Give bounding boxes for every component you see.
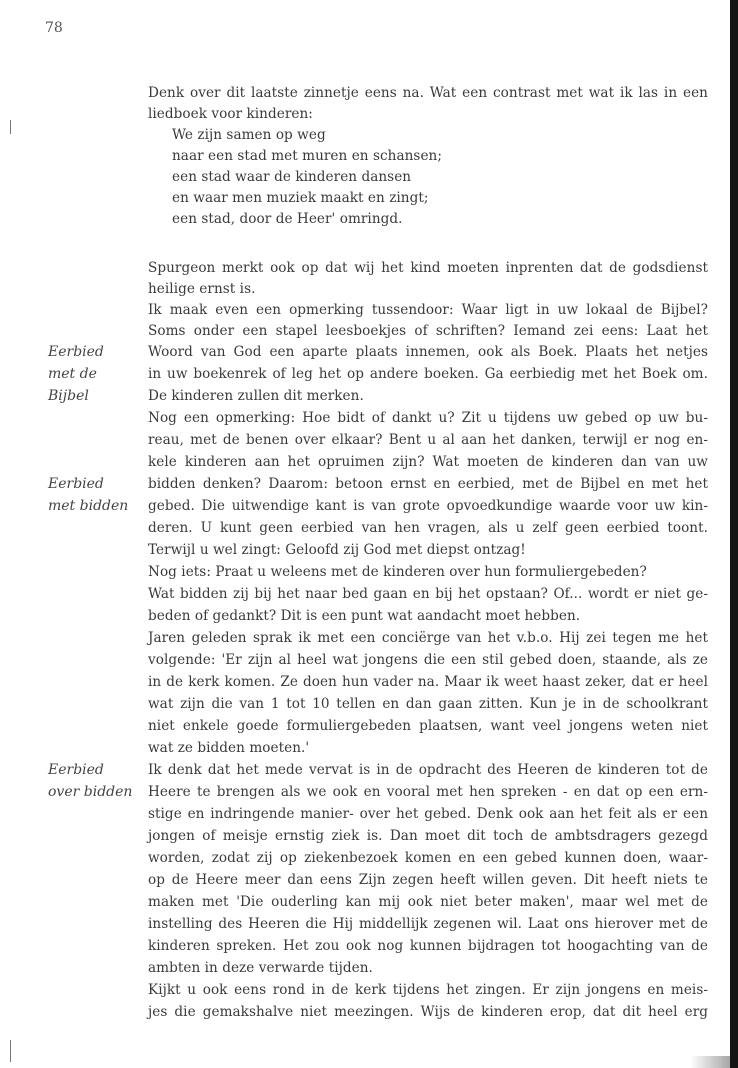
poem-line: We zijn samen op weg bbox=[172, 127, 326, 143]
text-line: kele kinderen aan het opruimen zijn? Wat moeten de kinderen dan van uw bbox=[148, 454, 708, 470]
text-line: in de kerk komen. Ze doen hun vader na. Maar ik weet haast zeker, dat er heel bbox=[148, 674, 708, 690]
text-line: worden, zodat zij op ziekenbezoek komen en een gebed kunnen doen, waar- bbox=[148, 850, 708, 866]
poem-line: en waar men muziek maakt en zingt; bbox=[172, 190, 429, 206]
poem-line: naar een stad met muren en schansen; bbox=[172, 148, 442, 164]
left-margin-mark bbox=[10, 1040, 11, 1062]
text-line: wat ze bidden moeten.' bbox=[148, 740, 310, 756]
text-line: heilige ernst is. bbox=[148, 281, 256, 297]
text-line: Nog iets: Praat u weleens met de kinderen over hun formuliergebeden? bbox=[148, 564, 647, 580]
text-line: Kijkt u ook eens rond in de kerk tijdens het zingen. Er zijn jongens en meis- bbox=[148, 982, 708, 998]
text-line: Soms onder een stapel leesboekjes of schriften? Iemand zei eens: Laat het bbox=[148, 323, 708, 339]
text-line: stige en indringende manier- over het gebed. Denk ook aan het feit als er een bbox=[148, 806, 708, 822]
page-right-edge bbox=[730, 0, 738, 1068]
text-line: jes die gemakshalve niet meezingen. Wijs de kinderen erop, dat dit heel erg bbox=[148, 1004, 708, 1020]
text-line: wat zijn die van 1 tot 10 tellen en dan gaan zitten. Kun je in de schoolkrant bbox=[148, 696, 708, 712]
text-line: jongen of meisje ernstig ziek is. Dan moet dit toch de ambtsdragers gezegd bbox=[148, 828, 708, 844]
text-line: reau, met de benen over elkaar? Bent u al aan het danken, terwijl er nog en- bbox=[148, 432, 708, 448]
poem-line: een stad waar de kinderen dansen bbox=[172, 169, 412, 185]
margin-note-line: over bidden bbox=[48, 784, 133, 800]
text-line: ambten in deze verwarde tijden. bbox=[148, 960, 373, 976]
text-line: kinderen spreken. Het zou ook nog kunnen bijdragen tot hoogachting van de bbox=[148, 938, 708, 954]
page-number: 78 bbox=[45, 20, 63, 36]
text-line: niet enkele goede formuliergebeden plaatsen, want veel jongens weten niet bbox=[148, 718, 708, 734]
text-line: De kinderen zullen dit merken. bbox=[148, 388, 364, 404]
text-line: Heere te brengen als we ook en vooral met hen spreken - en dat op een ern- bbox=[148, 784, 708, 800]
text-line: deren. U kunt geen eerbied van hen vragen, als u zelf geen eerbied toont. bbox=[148, 520, 708, 536]
poem-line: een stad, door de Heer' omringd. bbox=[172, 211, 403, 227]
text-line: Ik denk dat het mede vervat is in de opdracht des Heeren de kinderen tot de bbox=[148, 762, 708, 778]
text-line: Wat bidden zij bij het naar bed gaan en bij het opstaan? Of... wordt er niet ge- bbox=[148, 586, 708, 602]
text-line: Spurgeon merkt ook op dat wij het kind moeten inprenten dat de godsdienst bbox=[148, 260, 708, 276]
text-line: liedboek voor kinderen: bbox=[148, 106, 313, 122]
left-margin-mark bbox=[10, 120, 11, 134]
margin-note-line: Eerbied bbox=[48, 344, 104, 360]
text-line: op de Heere meer dan eens Zijn zegen heeft willen geven. Dit heeft niets te bbox=[148, 872, 708, 888]
text-line: instelling des Heeren die Hij middellijk zegenen wil. Laat ons hierover met de bbox=[148, 916, 708, 932]
text-line: Denk over dit laatste zinnetje eens na. Wat een contrast met wat ik las in een bbox=[148, 85, 708, 101]
text-line: Jaren geleden sprak ik met een conciërge van het v.b.o. Hij zei tegen me het bbox=[148, 630, 708, 646]
text-line: Nog een opmerking: Hoe bidt of dankt u? Zit u tijdens uw gebed op uw bu- bbox=[148, 410, 708, 426]
text-line: bidden denken? Daarom: betoon ernst en eerbied, met de Bijbel en met het bbox=[148, 476, 708, 492]
text-line: Ik maak even een opmerking tussendoor: Waar ligt in uw lokaal de Bijbel? bbox=[148, 302, 708, 318]
text-line: Woord van God een aparte plaats innemen, ook als Boek. Plaats het netjes bbox=[148, 344, 708, 360]
text-line: maken met 'Die ouderling kan mij ook niet beter maken', maar wel met de bbox=[148, 894, 708, 910]
text-line: volgende: 'Er zijn al heel wat jongens die een stil gebed doen, staande, als ze bbox=[148, 652, 708, 668]
text-line: Terwijl u wel zingt: Geloofd zij God met diepst ontzag! bbox=[148, 542, 526, 558]
margin-note-line: met bidden bbox=[48, 498, 129, 514]
margin-note-line: Bijbel bbox=[48, 388, 89, 404]
text-line: in uw boekenrek of leg het op andere boeken. Ga eerbiedig met het Boek om. bbox=[148, 366, 708, 382]
page-bottom-shadow bbox=[690, 1056, 730, 1068]
margin-note-line: Eerbied bbox=[48, 476, 104, 492]
text-line: gebed. Die uitwendige kant is van grote opvoedkundige waarde voor uw kin- bbox=[148, 498, 708, 514]
margin-note-line: Eerbied bbox=[48, 762, 104, 778]
text-line: beden of gedankt? Dit is een punt wat aandacht moet hebben. bbox=[148, 608, 581, 624]
margin-note-line: met de bbox=[48, 366, 97, 382]
